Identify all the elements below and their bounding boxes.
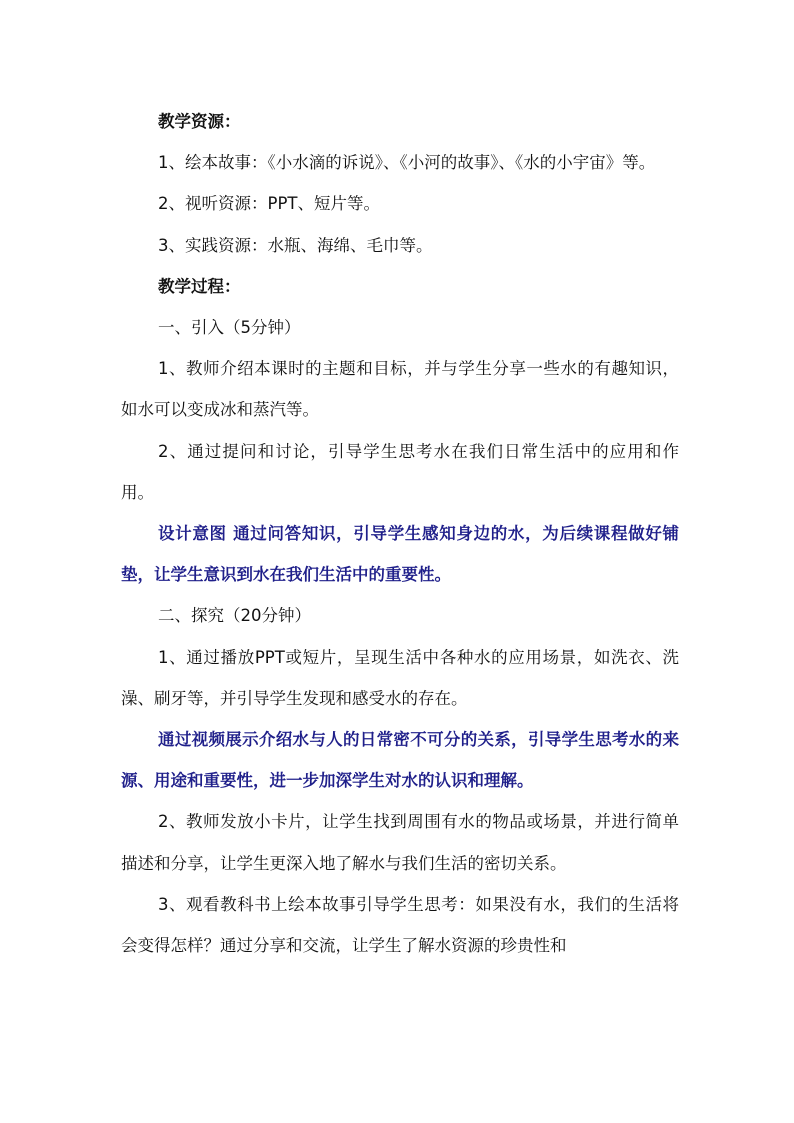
paragraph-explore-2: 2、教师发放小卡片，让学生找到周围有水的物品或场景，并进行简单描述和分享，让学生更深入地了解水与我们生活的密切关系。 [121,812,679,873]
subheading-introduction: 一、引入（5分钟） [158,318,301,338]
design-video-note: 通过视频展示介绍水与人的日常密不可分的关系，引导学生思考水的来源、用途和重要性，进一步加深学生对水的认识和理解。 [121,730,679,791]
document-body [121,101,679,966]
paragraph-explore-1: 1、通过播放PPT或短片，呈现生活中各种水的应用场景，如洗衣、洗澡、刷牙等，并引导学生发现和感受水的存在。 [121,647,679,708]
section-heading-resources: 教学资源： [158,112,241,131]
paragraph-resource-2: 2、视听资源：PPT、短片等。 [158,194,380,214]
section-heading-process: 教学过程： [158,276,241,296]
paragraph-resource-1: 1、绘本故事：《小水滴的诉说》、《小河的故事》、《水的小宇宙》等。 [158,153,656,173]
paragraph-explore-3: 3、观看教科书上绘本故事引导学生思考：如果没有水，我们的生活将会变得怎样？通过分享和交流，让学生了解水资源的珍贵性和 [121,894,679,956]
subheading-exploration: 二、探究（20分钟） [158,606,311,626]
design-intent-note: 设计意图 通过问答知识，引导学生感知身边的水，为后续课程做好铺垫，让学生意识到水在我们生活中的重要性。 [121,524,679,585]
paragraph-intro-2: 2、通过提问和讨论，引导学生思考水在我们日常生活中的应用和作用。 [121,441,679,502]
paragraph-resource-3: 3、实践资源：水瓶、海绵、毛巾等。 [158,235,433,255]
paragraph-intro-1: 1、教师介绍本课时的主题和目标，并与学生分享一些水的有趣知识，如水可以变成冰和蒸汽等。 [121,359,679,420]
